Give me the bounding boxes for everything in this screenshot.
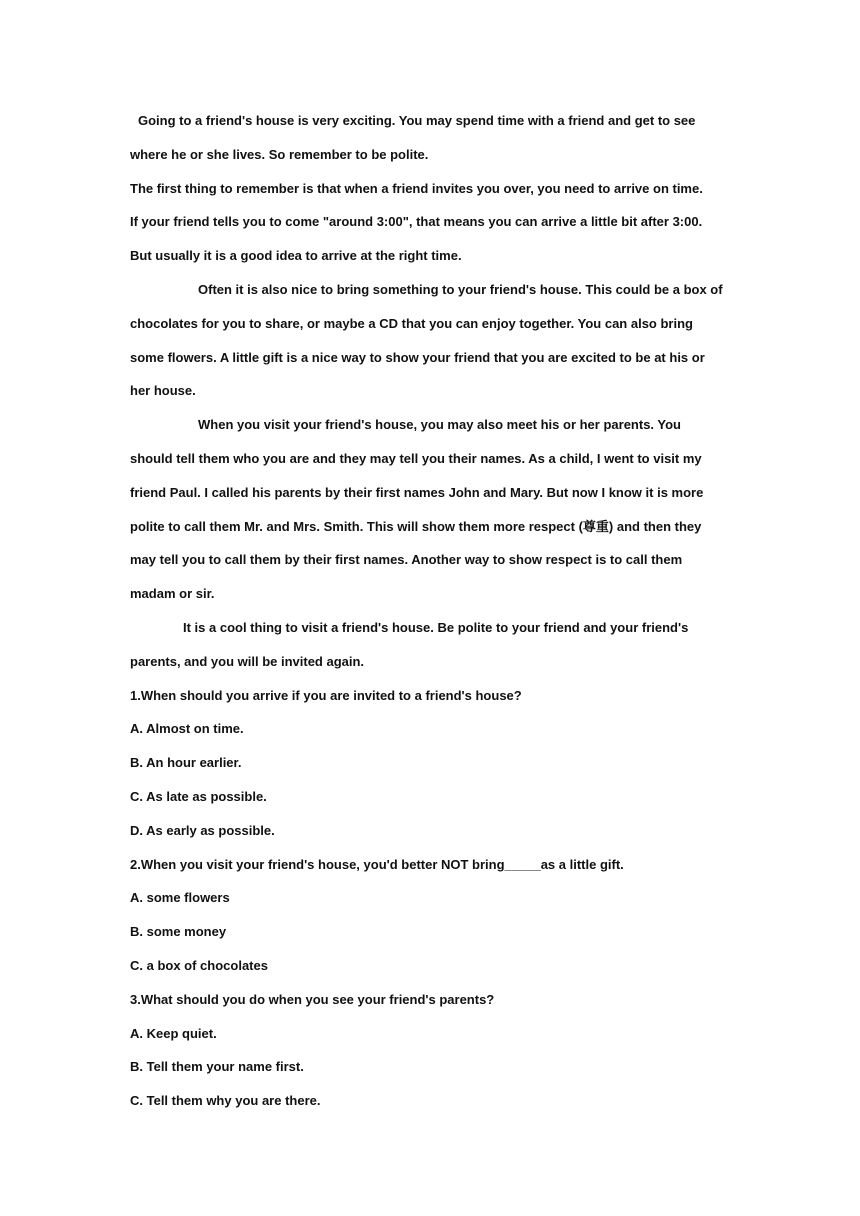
answer-option: B. some money (130, 924, 227, 940)
paragraph-5 (130, 611, 730, 679)
text-line: should tell them who you are and they may tell you their names. As a child, I went to visit my (130, 450, 702, 466)
answer-option: C. Tell them why you are there. (130, 1093, 321, 1109)
answer-option: A. Keep quiet. (130, 1025, 217, 1041)
answer-option: C. As late as possible. (130, 788, 267, 804)
paragraph-1 (130, 104, 730, 172)
text-line: If your friend tells you to come "around 3:00", that means you can arrive a little bit after 3:00. (130, 214, 703, 230)
text-line: It is a cool thing to visit a friend's house. Be polite to your friend and your friend's (183, 619, 689, 635)
question-1 (130, 679, 730, 848)
question-3 (130, 983, 730, 1118)
text-line: The first thing to remember is that when a friend invites you over, you need to arrive on time. (130, 180, 703, 196)
paragraph-2 (130, 172, 730, 273)
paragraph-4 (130, 408, 730, 611)
answer-option: B. An hour earlier. (130, 755, 242, 771)
answer-option: A. some flowers (130, 890, 230, 906)
passage (130, 104, 730, 679)
answer-option: B. Tell them your name first. (130, 1059, 304, 1075)
question-list (130, 679, 730, 1118)
text-line: Often it is also nice to bring something to your friend's house. This could be a box of (198, 281, 723, 297)
text-line: some flowers. A little gift is a nice way to show your friend that you are excited to be at his or (130, 349, 705, 365)
text-line: madam or sir. (130, 586, 215, 602)
text-line: chocolates for you to share, or maybe a CD that you can enjoy together. You can also bring (130, 315, 693, 331)
question-2 (130, 848, 730, 983)
text-line: When you visit your friend's house, you may also meet his or her parents. You (198, 417, 681, 433)
document-body (130, 104, 730, 1118)
text-line: where he or she lives. So remember to be polite. (130, 146, 429, 162)
answer-option: A. Almost on time. (130, 721, 244, 737)
text-line: But usually it is a good idea to arrive at the right time. (130, 248, 462, 264)
answer-option: C. a box of chocolates (130, 957, 268, 973)
question-stem: 3.What should you do when you see your friend's parents? (130, 991, 495, 1007)
text-line: friend Paul. I called his parents by their first names John and Mary. But now I know it is more (130, 484, 704, 500)
text-line: may tell you to call them by their first names. Another way to show respect is to call them (130, 552, 683, 568)
text-line: Going to a friend's house is very exciting. You may spend time with a friend and get to see (138, 113, 696, 128)
paragraph-3 (130, 273, 730, 408)
text-line: parents, and you will be invited again. (130, 653, 365, 669)
text-line: her house. (130, 383, 196, 399)
question-stem: 2.When you visit your friend's house, you'd better NOT bring_____as a little gift. (130, 856, 624, 872)
question-stem: 1.When should you arrive if you are invited to a friend's house? (130, 687, 522, 703)
answer-option: D. As early as possible. (130, 822, 275, 838)
text-line: polite to call them Mr. and Mrs. Smith. This will show them more respect (尊重) and then they (130, 518, 702, 534)
